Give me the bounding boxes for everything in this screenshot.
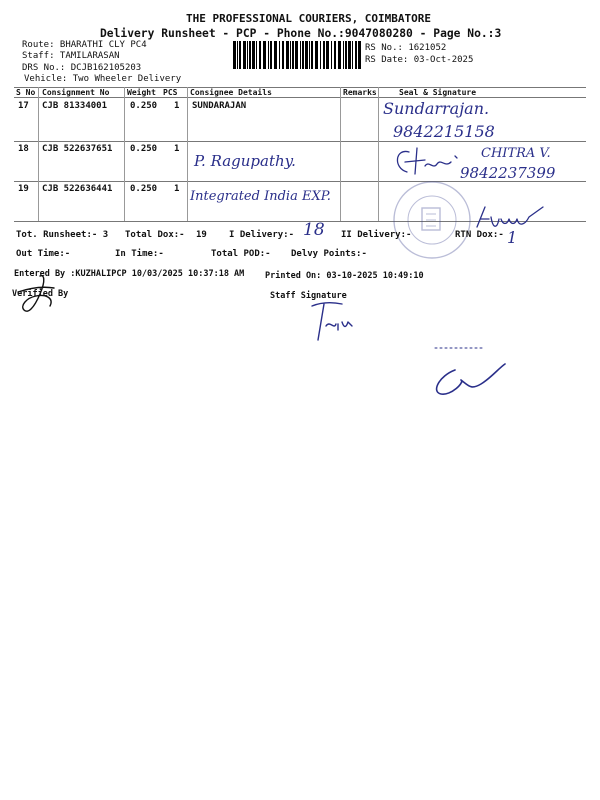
row-sno: 19 (18, 184, 29, 194)
vehicle-label: Vehicle: Two Wheeler Delivery (24, 74, 182, 84)
column-divider (378, 87, 379, 221)
handwritten-consignee: P. Ragupathy. (194, 152, 296, 170)
row-consignment: CJB 81334001 (42, 101, 108, 111)
in-time: In Time:- (115, 249, 164, 259)
row-pcs: 1 (174, 184, 180, 194)
ii-delivery-label: II Delivery:- (341, 230, 412, 240)
handwritten-recipient-phone: 9842215158 (393, 122, 495, 141)
row-consignment: CJB 522636441 (42, 184, 113, 194)
handwritten-recipient-phone: 9842237399 (460, 164, 556, 182)
rtn-dox-value: 1 (507, 228, 518, 247)
handwritten-recipient-name: Sundarrajan. (383, 99, 490, 118)
column-divider (38, 87, 39, 221)
verifier-signature (10, 270, 70, 320)
i-delivery-label: I Delivery:- (229, 230, 295, 240)
row-sno: 18 (18, 144, 29, 154)
staff-signature (302, 296, 362, 348)
column-divider (124, 87, 125, 221)
col-remarks: Remarks (343, 88, 377, 97)
col-pcs: PCS (163, 88, 178, 97)
total-dox-value: 19 (196, 230, 207, 240)
row-sno: 17 (18, 101, 29, 111)
sheet-title: Delivery Runsheet - PCP - Phone No.:9047080280 - Page No.:3 (100, 27, 502, 40)
row-consignee: SUNDARAJAN (192, 101, 247, 111)
total-dox-label: Total Dox:- (125, 230, 185, 240)
company-name: THE PROFESSIONAL COURIERS, COIMBATORE (186, 12, 432, 25)
drs-number: DRS No.: DCJB162105203 (22, 63, 142, 73)
rs-date: RS Date: 03-Oct-2025 (365, 55, 474, 65)
rs-number: RS No.: 1621052 (365, 43, 447, 53)
recipient-signature (425, 340, 515, 410)
col-weight: Weight (127, 88, 156, 97)
col-consignee: Consignee Details (190, 88, 272, 97)
row-divider (14, 141, 586, 142)
row-weight: 0.250 (130, 101, 158, 111)
handwritten-consignee: Integrated India EXP. (190, 189, 331, 204)
col-seal-signature: Seal & Signature (399, 88, 477, 97)
col-sno: S No (16, 88, 36, 97)
rtn-dox-label: RTN Dox:- (455, 230, 504, 240)
company-seal-stamp (388, 178, 476, 262)
row-consignment: CJB 522637651 (42, 144, 113, 154)
column-divider (187, 87, 188, 221)
route-label: Route: BHARATHI CLY PC4 (22, 40, 147, 50)
table-header-border (14, 97, 586, 98)
out-time: Out Time:- (16, 249, 71, 259)
row-pcs: 1 (174, 144, 180, 154)
printed-on: Printed On: 03-10-2025 10:49:10 (265, 271, 424, 281)
recipient-signature (385, 140, 485, 182)
row-weight: 0.250 (130, 144, 158, 154)
handwritten-recipient-name: CHITRA V. (481, 146, 551, 161)
row-weight: 0.250 (130, 184, 158, 194)
total-pod: Total POD:- (211, 249, 271, 259)
verified-by-label: Verified By (12, 289, 69, 299)
entered-by: Entered By :KUZHALIPCP 10/03/2025 10:37:18 AM (14, 269, 245, 279)
column-divider (340, 87, 341, 221)
i-delivery-value: 18 (303, 220, 325, 240)
delivery-points: Delvy Points:- (291, 249, 367, 259)
barcode (233, 41, 361, 69)
col-consignment: Consignment No (42, 88, 110, 97)
staff-label: Staff: TAMILARASAN (22, 51, 120, 61)
row-pcs: 1 (174, 101, 180, 111)
staff-signature-label: Staff Signature (270, 291, 347, 301)
total-runsheet: Tot. Runsheet:- 3 (16, 230, 109, 240)
